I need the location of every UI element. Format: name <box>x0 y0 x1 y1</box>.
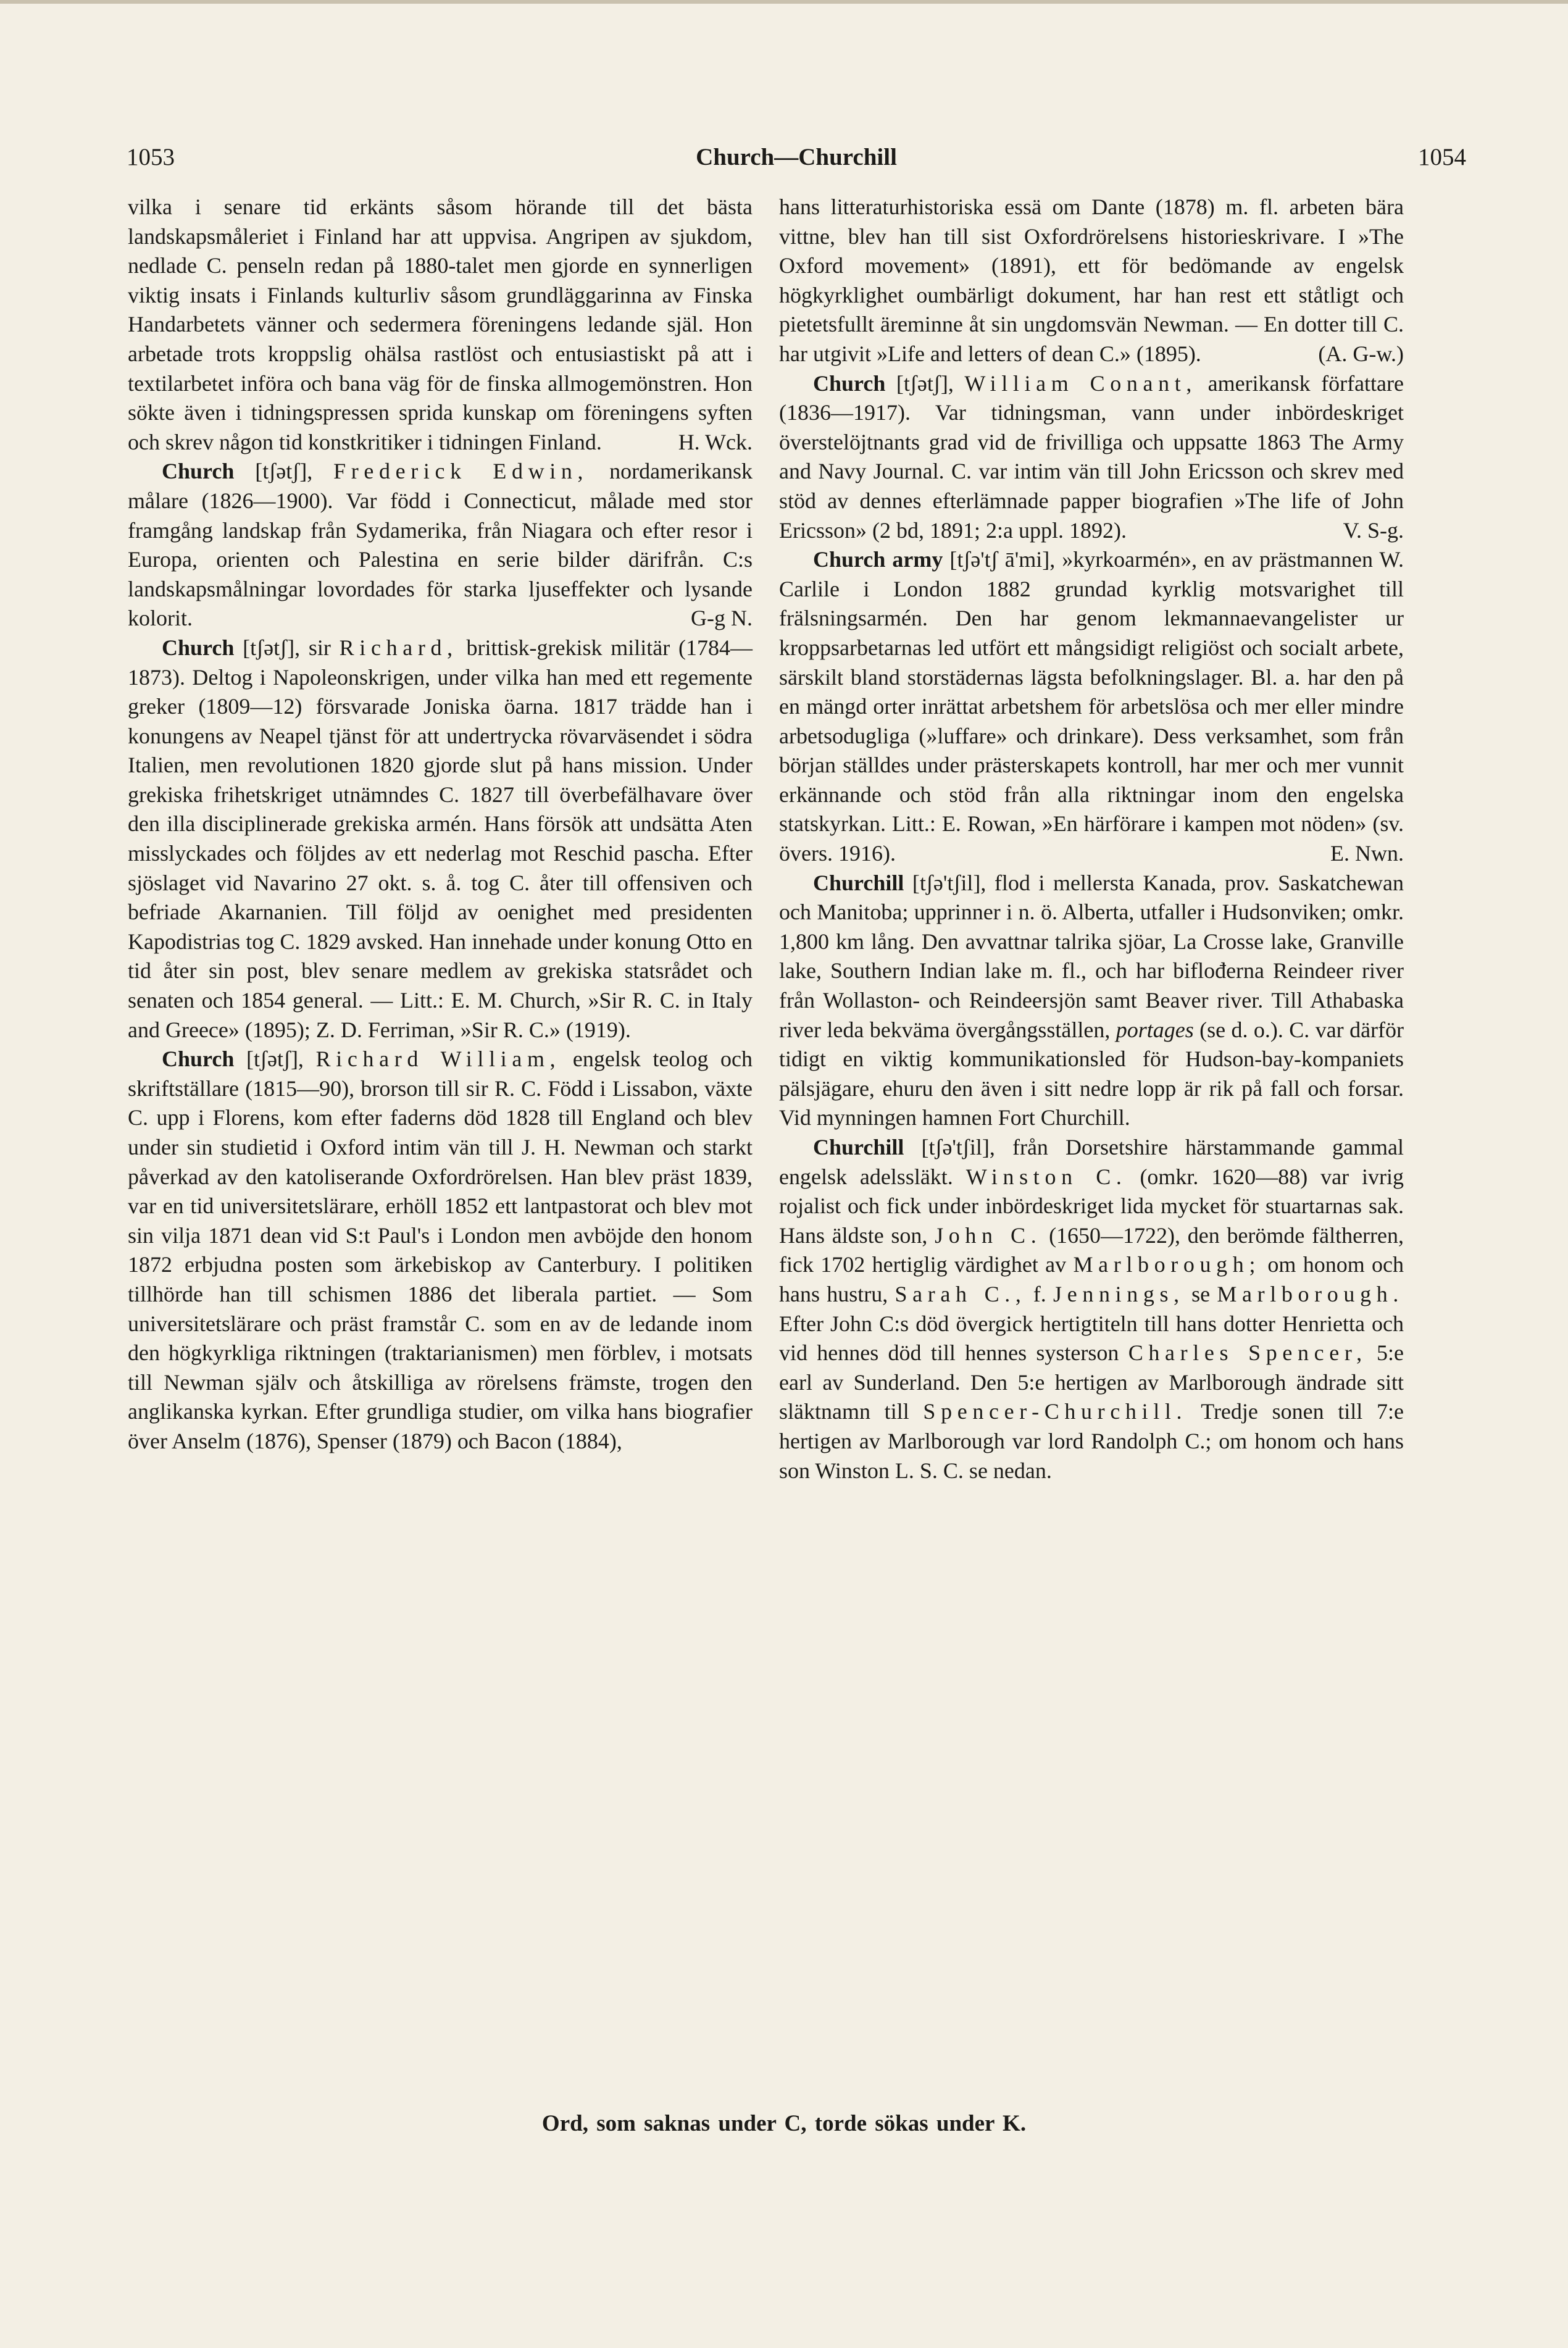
headword: Church <box>162 1047 235 1072</box>
person-name: Sarah C., <box>895 1281 1027 1306</box>
entry-body: brittisk-grekisk militär (1784—1873). Deltog i Napoleonskrigen, under vilka han med ett regemente greker (1809—12) försvarade Joniska öarna. 1817 trädde han i konungens av Neapel tjänst för att undertrycka rövarväsendet i södra Italien, men revolutionen 1820 gjorde slut på hans mission. Under grekiska frihetskriget utnämndes C. 1827 till överbefälhavare över den illa disciplinerade grekiska armén. Hans försök att undsätta Aten misslyckades och följdes av ett nederlag mot Reschid pascha. Efter sjöslaget vid Navarino 27 okt. s. å. tog C. åter till offensiven och befriade Akarnanien. Till följd av oenighet med presidenten Kapodistrias tog C. 1829 avsked. Han innehade under konung Otto en tid åter sin post, blev senare medlem av grekiska statsrådet och senaten och 1854 general. — Litt.: E. M. Church, »Sir R. C. in Italy and Greece» (1895); Z. D. Ferriman, »Sir R. C.» (1919). <box>128 635 753 1042</box>
person-name: Marlborough; <box>1073 1252 1261 1277</box>
entry-body: (se d. o.). C. var därför tidigt en viktig kommunikationsled för Hudson-bay-kompaniets pälsjägare, ehuru den även i sitt nedre lopp är rik på fall och forsar. Vid mynningen hamnen Fort Churchill. <box>779 1017 1404 1130</box>
headword: Church <box>162 635 235 660</box>
author-signature: E. Nwn. <box>1330 841 1404 866</box>
entry-body: amerikansk författare (1836—1917). Var tidningsman, vann under inbördeskriget överstelöjtnants grad vid de frivilliga och uppsatte 1863 The Army and Navy Journal. C. var intim vän till John Ericsson och skrev med stöd av dennes efterlämnade papper biografien »The life of John Ericsson» (2 bd, 1891; 2:a uppl. 1892). <box>779 370 1404 543</box>
person-name: John C. <box>935 1222 1042 1248</box>
page-number-right: 1054 <box>1418 144 1466 170</box>
entry-church-frederick-edwin <box>128 457 753 633</box>
person-name: Charles Spencer, <box>1128 1340 1367 1366</box>
entry-church-william-conant <box>779 369 1404 546</box>
pronunciation: [tʃətʃ], sir <box>243 635 331 660</box>
right-column <box>779 193 1404 1485</box>
entry-body: [tʃə'tʃ ā'mi], »kyrkoarmén», en av prästmannen W. Carlile i London 1882 grundad kyrklig motsvarighet till frälsningsarmén. Den har genom lekmannaevangelister ur kroppsarbetarnas led utfört ett mångsidigt religiöst och socialt arbete, särskilt bland storstädernas lägsta befolkningslager. Bl. a. har den på en mängd orter inrättat arbetshem för arbetslösa och mer eller mindre arbetsodugliga (»luffare» och drinkare). Dess verksamhet, som från början ställdes under prästerskapets kontroll, har mer och mer vunnit erkännande och stöd från alla riktningar inom den engelska statskyrkan. Litt.: E. Rowan, »En härförare i kampen mot nöden» (sv. övers. 1916). <box>779 547 1404 866</box>
author-signature: V. S-g. <box>1343 517 1404 543</box>
pronunciation: [tʃətʃ], <box>896 370 954 396</box>
person-name: Spencer-Churchill. <box>923 1399 1188 1424</box>
entry-churchill-family: Churchill [tʃə'tʃil], från Dorsetshire härstammande gammal engelsk adelssläkt. Winston C. (omkr. 1620—88) var ivrig rojalist och fick under inbördeskriget lida mycket för stuartarnas sak. Hans äldste son, John C. (1650—1722), den berömde fältherren, fick 1702 hertiglig värdighet av Marlborough; om honom och hans hustru, Sarah C., f. Jennings, se Marlborough. Efter John C:s död övergick hertigtiteln till hans dotter Henrietta och vid hennes död till hennes systerson Charles Spencer, 5:e earl av Sunderland. Den 5:e hertigen av Marlborough ändrade sitt släktnamn till Spencer-Churchill. Tredje sonen till 7:e hertigen av Marlborough var lord Randolph C.; om honom och hans son Winston L. S. C. se nedan. <box>779 1135 1404 1483</box>
page-edge <box>0 0 1568 4</box>
headword: Church <box>813 370 886 396</box>
headword: Churchill <box>813 1135 904 1159</box>
page-number-left: 1053 <box>127 144 175 170</box>
person-name: William Conant, <box>964 370 1198 396</box>
entry-church-richard-william <box>128 1045 753 1456</box>
author-signature: G-g N. <box>691 606 753 631</box>
person-name: Richard William, <box>315 1047 561 1072</box>
person-name: Richard, <box>339 635 458 660</box>
left-column <box>128 193 753 1456</box>
person-name: Jennings, <box>1053 1281 1185 1306</box>
running-header <box>127 143 1466 180</box>
person-name: Winston C. <box>965 1164 1127 1189</box>
author-signature: H. Wck. <box>678 429 753 454</box>
entry-church-richard <box>128 633 753 1045</box>
italic-term: portages <box>1116 1017 1194 1042</box>
continued-paragraph: hans litteraturhistoriska essä om Dante (1878) m. fl. arbeten bära vittne, blev han till sist Oxfordrörelsens historieskrivare. I »The Oxford movement» (1891), ett för bedömande av engelsk högkyrklighet oumbärligt dokument, har han rest ett ståtligt och pietetsfullt äreminne åt sin ungdomsvän Newman. — En dotter till C. har utgivit »Life and letters of dean C.» (1895). (A. G-w.) <box>779 193 1404 369</box>
pronunciation: [tʃətʃ], <box>255 459 313 484</box>
headword: Church army <box>813 547 943 572</box>
person-name: Frederick Edwin, <box>333 459 589 484</box>
entry-body: engelsk teolog och skriftställare (1815—90), brorson till sir R. C. Född i Lissabon, växte C. upp i Florens, kom efter faderns död 1828 till England och blev under sin studietid i Oxford intim vän till J. H. Newman och starkt påverkad av den katoliserande Oxfordrörelsen. Han blev präst 1839, var en tid universitetslärare, erhöll 1852 ett lantpastorat och blev mot sin vilja 1871 dean vid S:t Paul's i London men avböjde den honom 1872 erbjudna posten som ärkebiskop av Canterbury. I politiken tillhörde han till schismen 1886 det liberala partiet. — Som universitetslärare och präst framstår C. som en av de ledande inom den högkyrkliga riktningen (traktarianismen) men förblev, i motsats till Newman själv och åtskilliga av rörelsens främste, trogen den anglikanska kyrkan. Efter grundliga studier, om vilka hans biografier över Anselm (1876), Spenser (1879) och Bacon (1884), <box>128 1047 753 1453</box>
cross-reference: Marlborough. <box>1217 1281 1404 1306</box>
footer-note: Ord, som saknas under C, torde sökas under K. <box>541 2111 1027 2136</box>
headword: Churchill <box>813 870 904 895</box>
entry-church-army <box>779 545 1404 869</box>
entry-churchill-river <box>779 869 1404 1133</box>
running-title: Church—Churchill <box>696 144 897 170</box>
entry-body: nordamerikansk målare (1826—1900). Var född i Connecticut, målade med stor framgång landskap från Sydamerika, från Niagara och efter resor i Europa, orienten och Palestina en serie bilder därifrån. C:s landskapsmålningar lovordades för starka ljuseffekter och lysande kolorit. <box>128 459 753 631</box>
continued-paragraph: vilka i senare tid erkänts såsom hörande till det bästa landskapsmåleriet i Finland har att uppvisa. Angripen av sjukdom, nedlade C. penseln redan på 1880-talet men gjorde en synnerligen viktig insats i Finlands kulturliv såsom grundläggarinna av Finska Handarbetets vänner och sedermera föreningens ledande själ. Hon arbetade trots kroppslig ohälsa rastlöst och entusiastiskt på att i textilarbetet införa och bana väg för de finska allmogemönstren. Hon sökte även i tidningspressen sprida kunskap om föreningens syften och skrev någon tid konstkritiker i tidningen Finland. H. Wck. <box>128 193 753 457</box>
author-signature: (A. G-w.) <box>1318 341 1404 366</box>
pronunciation: [tʃətʃ], <box>246 1047 304 1072</box>
headword: Church <box>162 459 235 484</box>
entry-body: [tʃə'tʃil], flod i mellersta Kanada, prov. Saskatchewan och Manitoba; upprinner i n. ö. Alberta, utfaller i Hudsonviken; omkr. 1,800 km lång. Den avvattnar talrika sjöar, La Crosse lake, Granville lake, Southern Indian lake m. fl., och har biflođerna Reindeer river från Wollaston- och Reindeersjön samt Beaver river. Till Athabaska river leda bekväma övergångsställen, <box>779 870 1404 1042</box>
